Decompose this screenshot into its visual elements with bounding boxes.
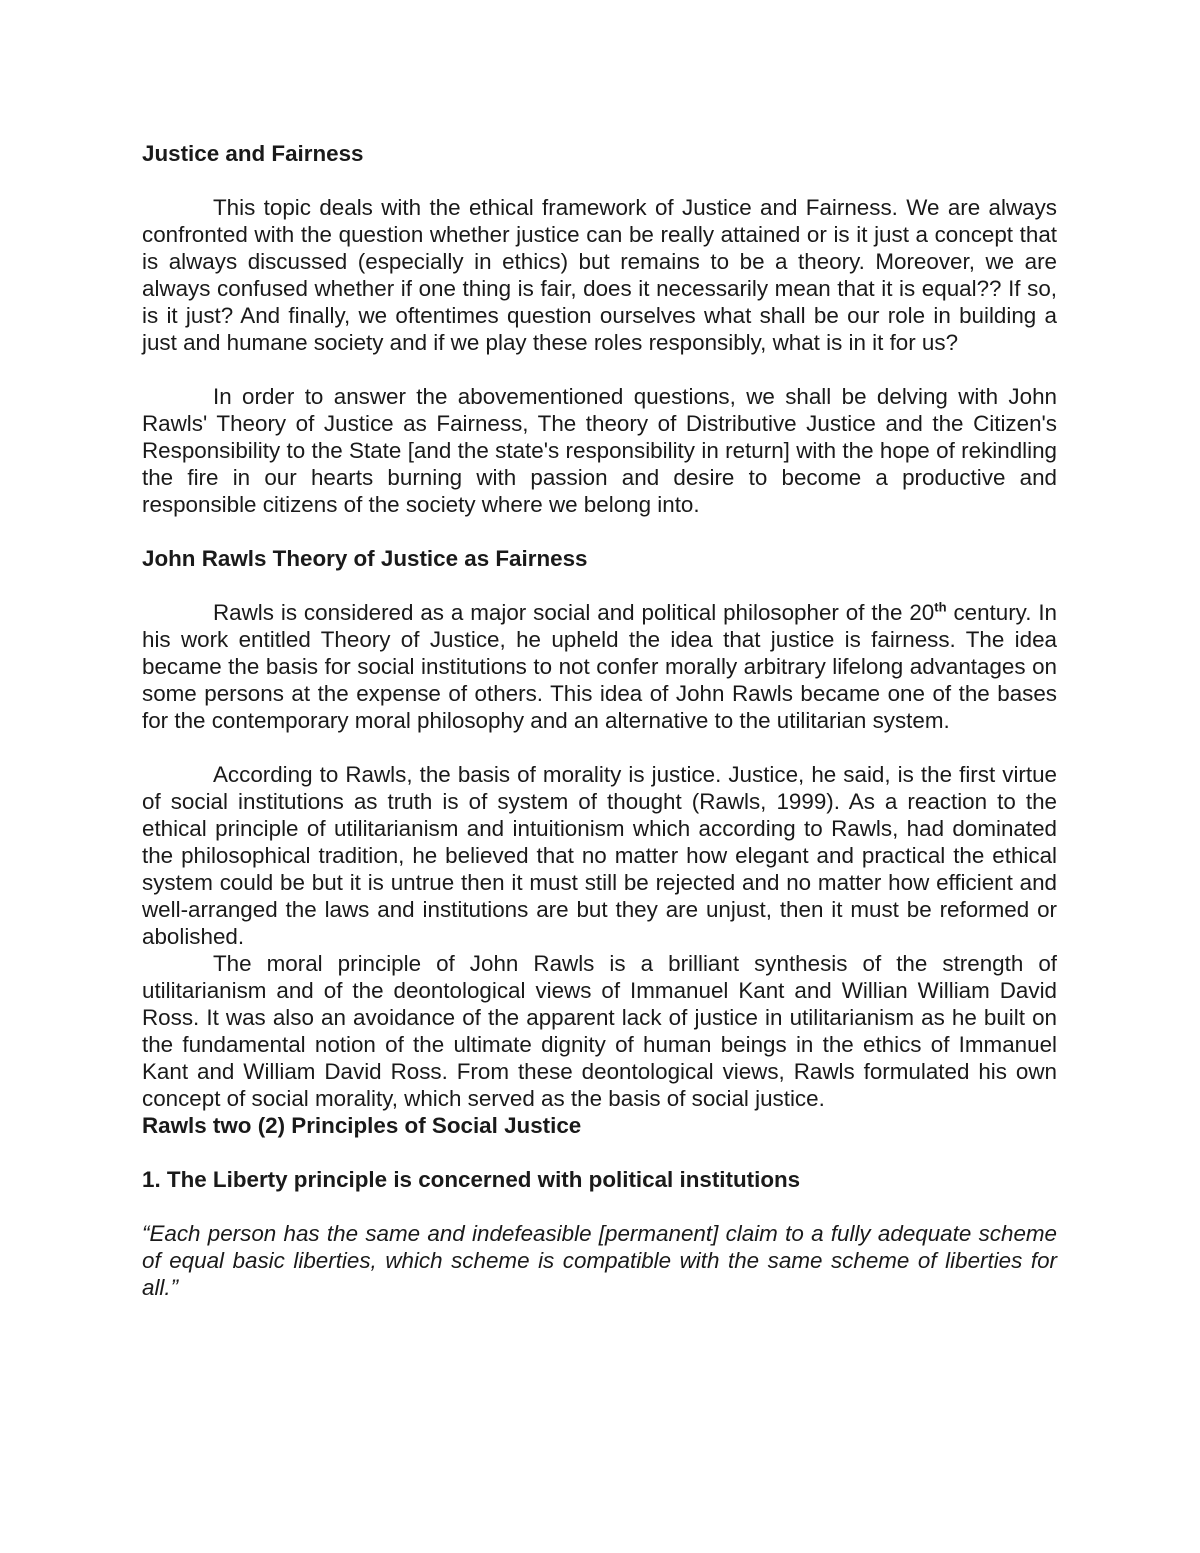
section-heading-two-principles: Rawls two (2) Principles of Social Justice (142, 1113, 582, 1138)
document-page (142, 140, 1057, 1301)
spacer (142, 356, 1057, 383)
spacer (142, 167, 1057, 194)
spacer (142, 518, 1057, 545)
intro-paragraph: This topic deals with the ethical framework of Justice and Fairness. We are always confronted with the question whether justice can be really attained or is it just a concept that is always discussed (especially in ethics) but remains to be a theory. Moreover, we are always confused whether if one thing is fair, does it necessarily mean that it is equal?? If so, is it just? And finally, we oftentimes question ourselves what shall be our role in building a just and humane society and if we play these roles responsibly, what is in it for us? (142, 195, 1057, 355)
questions-paragraph: In order to answer the abovementioned questions, we shall be delving with John Rawls' Theory of Justice as Fairness, The theory of Distributive Justice and the Citizen's Responsibility to the State [and the state's responsibility in return] with the hope of rekindling the fire in our hearts burning with passion and desire to become a productive and responsible citizens of the society where we belong into. (142, 384, 1057, 517)
rawls-intro-text-b: century. In his work entitled Theory of Justice, he upheld the idea that justice is fairness. The idea became the basis for social institutions to not confer morally arbitrary lifelong advantages on some persons at the expense of others. This idea of John Rawls became one of the bases for the contemporary moral philosophy and an alternative to the utilitarian system. (142, 600, 1057, 733)
spacer (142, 734, 1057, 761)
spacer (142, 572, 1057, 599)
spacer (142, 1193, 1057, 1220)
rawls-intro-paragraph (142, 599, 1057, 734)
liberty-principle-heading: 1. The Liberty principle is concerned with political institutions (142, 1167, 801, 1192)
spacer (142, 1139, 1057, 1166)
moral-principle-paragraph: The moral principle of John Rawls is a brilliant synthesis of the strength of utilitarianism and of the deontological views of Immanuel Kant and Willian William David Ross. It was also an avoidance of the apparent lack of justice in utilitarianism as he built on the fundamental notion of the ultimate dignity of human beings in the ethics of Immanuel Kant and William David Ross. From these deontological views, Rawls formulated his own concept of social morality, which served as the basis of social justice. (142, 951, 1057, 1111)
morality-paragraph: According to Rawls, the basis of morality is justice. Justice, he said, is the first virtue of social institutions as truth is of system of thought (Rawls, 1999). As a reaction to the ethical principle of utilitarianism and intuitionism which according to Rawls, had dominated the philosophical tradition, he believed that no matter how elegant and practical the ethical system could be but it is untrue then it must still be rejected and no matter how efficient and well-arranged the laws and institutions are but they are unjust, then it must be reformed or abolished. (142, 762, 1057, 949)
rawls-intro-text-a: Rawls is considered as a major social and political philosopher of the 20 (213, 600, 935, 625)
superscript-th: th (934, 599, 947, 615)
section-heading-justice-and-fairness: Justice and Fairness (142, 141, 364, 166)
section-heading-rawls-theory: John Rawls Theory of Justice as Fairness (142, 546, 588, 571)
liberty-principle-quote: “Each person has the same and indefeasible [permanent] claim to a fully adequate scheme of equal basic liberties, which scheme is compatible with the same scheme of liberties for all.” (142, 1221, 1057, 1300)
